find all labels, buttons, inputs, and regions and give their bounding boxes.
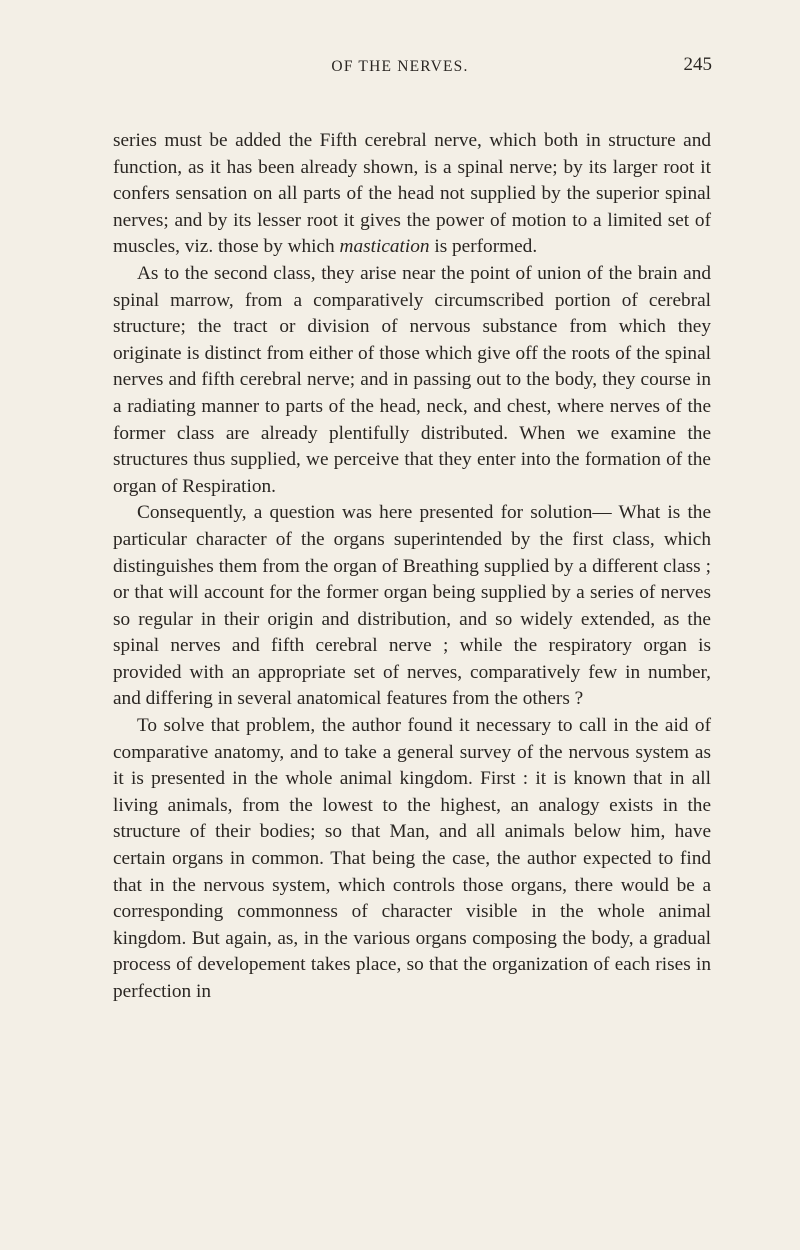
emphasis-mastication: mastication bbox=[339, 236, 430, 258]
running-head-title: OF THE NERVES. bbox=[331, 58, 469, 75]
paragraph-1-text-start: series must be added the Fifth cerebral nerve, which both in structure and function, as it has been already shown, is a spinal nerve; by its larger root it confers sensation on all parts of the head not supplied by the superior spinal nerves; and by its lesser root it gives the power of motion to a limited set of muscles, viz. those by which bbox=[113, 130, 711, 258]
running-head bbox=[0, 54, 800, 80]
paragraph-4: To solve that problem, the author found it necessary to call in the aid of comparative anatomy, and to take a general survey of the nervous system as it is presented in the whole animal kingdom. First : it is known that in all living animals, from the lowest to the highest, an analogy exists in the structure of their bodies; so that Man, and all animals below him, have certain organs in common. That being the case, the author expected to find that in the nervous system, which controls those organs, there would be a corresponding commonness of character visible in the whole animal kingdom. But again, as, in the various organs composing the body, a gradual process of developement takes place, so that the organization of each rises in perfection in bbox=[113, 715, 711, 1002]
paragraph-3: Consequently, a question was here presented for solution— What is the particular character of the organs superintended by the first class, which distinguishes them from the organ of Breathing supplied by a different class ; or that will account for the former organ being supplied by a series of nerves so regular in their origin and distribution, and so widely extended, as the spinal nerves and fifth cerebral nerve ; while the respiratory organ is provided with an appropriate set of nerves, comparatively few in number, and differing in several anatomical features from the others ? bbox=[113, 502, 711, 710]
paragraph-1-text-end: is performed. bbox=[429, 236, 538, 258]
body-text bbox=[113, 128, 711, 1006]
page-number: 245 bbox=[683, 54, 712, 75]
paragraph-1 bbox=[113, 128, 711, 261]
paragraph-2: As to the second class, they arise near the point of union of the brain and spinal marrow, from a comparatively circumscribed portion of cerebral structure; the tract or division of nervous substance from which they originate is distinct from either of those which give off the roots of the spinal nerves and fifth cerebral nerve; and in passing out to the body, they course in a radiating manner to parts of the head, neck, and chest, where nerves of the former class are already plentifully distributed. When we examine the structures thus supplied, we perceive that they enter into the formation of the organ of Respiration. bbox=[113, 262, 711, 497]
